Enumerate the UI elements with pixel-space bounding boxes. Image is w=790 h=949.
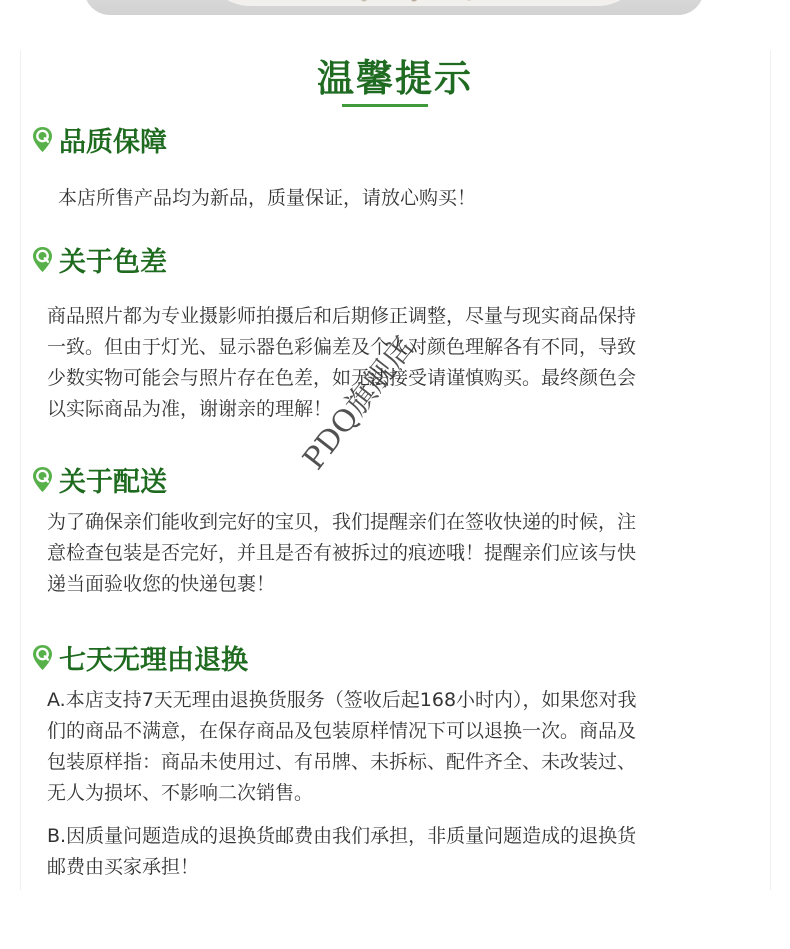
store-watermark: PDQ旗舰店 bbox=[296, 329, 422, 477]
body-line: 少数实物可能会与照片存在色差，如无法接受请谨慎购买。最终颜色会 bbox=[47, 367, 637, 389]
section-heading-text: 七天无理由退换 bbox=[59, 645, 248, 676]
body-line: 意检查包装是否完好，并且是否有被拆过的痕迹哦！提醒亲们应该与快 bbox=[47, 542, 637, 564]
q-pin-icon bbox=[32, 644, 53, 671]
body-line: 一致。但由于灯光、显示器色彩偏差及个人对颜色理解各有不同，导致 bbox=[47, 336, 637, 358]
photo-grains bbox=[334, 0, 504, 4]
section-heading-quality bbox=[32, 120, 167, 159]
q-pin-icon bbox=[32, 126, 53, 153]
body-line: B.因质量问题造成的退换货邮费由我们承担，非质量问题造成的退换货 bbox=[47, 825, 637, 847]
q-pin-icon bbox=[32, 466, 53, 493]
section-body-returns-b bbox=[47, 821, 636, 883]
title-underline bbox=[342, 104, 428, 107]
section-heading-text: 关于配送 bbox=[59, 467, 167, 498]
section-heading-delivery bbox=[32, 460, 167, 499]
left-edge-line bbox=[20, 50, 21, 890]
body-line: 商品照片都为专业摄影师拍摄后和后期修正调整，尽量与现实商品保持 bbox=[47, 305, 637, 327]
section-body-quality bbox=[58, 183, 476, 214]
section-body-delivery bbox=[47, 507, 636, 600]
page-title: 温馨提示 bbox=[317, 57, 473, 100]
section-heading-color bbox=[32, 240, 167, 279]
body-line: 包装原样指：商品未使用过、有吊牌、未拆标、配件齐全、未改装过、 bbox=[47, 751, 637, 773]
right-edge-line bbox=[770, 50, 771, 890]
body-line: 为了确保亲们能收到完好的宝贝，我们提醒亲们在签收快递的时候，注 bbox=[47, 511, 637, 533]
q-pin-icon bbox=[32, 246, 53, 273]
body-line: 递当面验收您的快递包裹！ bbox=[47, 573, 276, 595]
body-line: 无人为损坏、不影响二次销售。 bbox=[47, 782, 314, 804]
product-photo-bottom-edge bbox=[84, 0, 704, 15]
section-body-returns-a bbox=[47, 685, 637, 809]
body-line: 以实际商品为准，谢谢亲的理解！ bbox=[47, 398, 333, 420]
section-heading-text: 品质保障 bbox=[59, 127, 167, 158]
body-line: A.本店支持7天无理由退换货服务（签收后起168小时内），如果您对我 bbox=[47, 689, 637, 711]
body-line: 邮费由买家承担！ bbox=[47, 856, 200, 878]
body-line: 本店所售产品均为新品，质量保证，请放心购买！ bbox=[58, 187, 477, 209]
body-line: 们的商品不满意，在保存商品及包装原样情况下可以退换一次。商品及 bbox=[47, 720, 637, 742]
section-heading-text: 关于色差 bbox=[59, 247, 167, 278]
section-heading-returns bbox=[32, 638, 248, 677]
